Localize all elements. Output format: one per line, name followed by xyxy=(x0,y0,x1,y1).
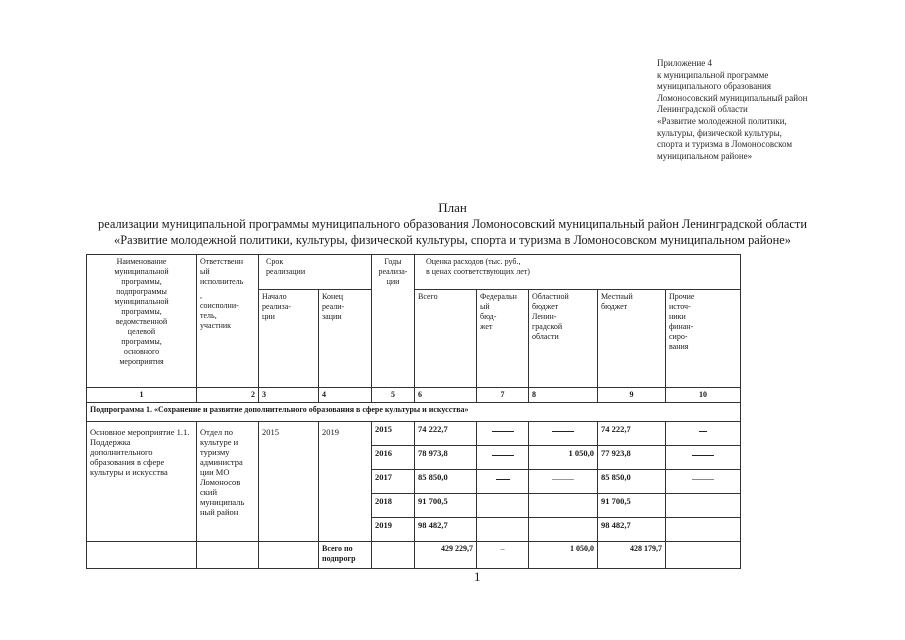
federal-cell xyxy=(477,446,529,470)
activity-end: 2019 xyxy=(319,422,372,542)
year-cell: 2017 xyxy=(372,470,415,494)
regional-cell xyxy=(529,422,598,446)
col-number: 2 xyxy=(197,388,259,403)
dash-mark xyxy=(552,473,574,480)
title-line-1: реализации муниципальной программы муниципального образования Ломоносовский муниципальный район Ленинградской области xyxy=(98,217,807,231)
title-line-2: «Развитие молодежной политики, культуры, физической культуры, спорта и туризма в Ломоносовском муниципальном районе» xyxy=(114,233,791,247)
year-cell: 2019 xyxy=(372,518,415,542)
local-cell: 91 700,5 xyxy=(598,494,666,518)
col-number: 3 xyxy=(259,388,319,403)
appendix-line: спорта и туризма в Ломоносовском xyxy=(657,139,793,150)
col-number: 10 xyxy=(666,388,741,403)
document-title xyxy=(0,200,905,248)
appendix-line: культуры, физической культуры, xyxy=(657,127,782,138)
header-total: Всего xyxy=(415,289,477,388)
title-main: План xyxy=(438,200,467,215)
total-cell: 78 973,8 xyxy=(415,446,477,470)
header-term-start: Начало реализа- ции xyxy=(259,289,319,388)
col-number: 8 xyxy=(529,388,598,403)
total-row xyxy=(87,542,741,569)
col-number: 6 xyxy=(415,388,477,403)
header-row-1 xyxy=(87,255,741,290)
total-row-empty xyxy=(372,542,415,569)
total-row-empty xyxy=(666,542,741,569)
total-cell: 74 222,7 xyxy=(415,422,477,446)
other-cell xyxy=(666,470,741,494)
table-row xyxy=(87,422,741,446)
dash-mark xyxy=(496,473,510,480)
appendix-line: к муниципальной программе xyxy=(657,69,769,80)
col-number: 5 xyxy=(372,388,415,403)
col-number: 1 xyxy=(87,388,197,403)
local-cell: 98 482,7 xyxy=(598,518,666,542)
dash-mark xyxy=(699,425,707,432)
federal-cell xyxy=(477,422,529,446)
total-cell: 91 700,5 xyxy=(415,494,477,518)
dash-mark xyxy=(692,449,714,456)
header-federal: Федеральн ый бюд- жет xyxy=(477,289,529,388)
plan-table xyxy=(86,254,741,569)
subprogram-row xyxy=(87,403,741,422)
total-cell: 98 482,7 xyxy=(415,518,477,542)
header-years: Годы реализа- ции xyxy=(372,255,415,388)
total-cell: 85 850,0 xyxy=(415,470,477,494)
appendix-line: муниципального образования xyxy=(657,81,771,92)
year-cell: 2015 xyxy=(372,422,415,446)
regional-cell xyxy=(529,494,598,518)
appendix-line: Приложение 4 xyxy=(657,58,713,68)
local-total: 428 179,7 xyxy=(598,542,666,569)
total-label: Всего по подпрогр xyxy=(319,542,372,569)
federal-cell xyxy=(477,470,529,494)
header-responsible-cont: , соисполни- тель, участник xyxy=(197,289,259,388)
local-cell: 85 850,0 xyxy=(598,470,666,494)
page-number: 1 xyxy=(474,569,481,584)
appendix-note xyxy=(657,58,897,162)
header-name: Наименование муниципальной программы, подпрограммы муниципальной программы, ведомственной целевой программы, основного мероприятия xyxy=(87,255,197,388)
header-local: Местный бюджет xyxy=(598,289,666,388)
activity-responsible: Отдел по культуре и туризму администра ции МО Ломоносов ский муниципаль ный район xyxy=(197,422,259,542)
year-cell: 2016 xyxy=(372,446,415,470)
federal-total: – xyxy=(477,542,529,569)
activity-start: 2015 xyxy=(259,422,319,542)
total-row-empty xyxy=(259,542,319,569)
total-row-empty xyxy=(87,542,197,569)
dash-mark xyxy=(492,425,514,432)
dash-mark xyxy=(552,425,574,432)
appendix-line: муниципальном районе» xyxy=(657,150,753,161)
dash-mark xyxy=(692,473,714,480)
col-number: 9 xyxy=(598,388,666,403)
col-number: 7 xyxy=(477,388,529,403)
regional-cell xyxy=(529,470,598,494)
col-number: 4 xyxy=(319,388,372,403)
regional-total: 1 050,0 xyxy=(529,542,598,569)
activity-name: Основное мероприятие 1.1. Поддержка дополнительного образования в сфере культуры и искусства xyxy=(87,422,197,542)
header-term: Срок реализации xyxy=(259,255,372,290)
header-term-end: Конец реали- зации xyxy=(319,289,372,388)
header-responsible: Ответственн ый исполнитель xyxy=(197,255,259,290)
subprogram-title: Подпрограмма 1. «Сохранение и развитие дополнительного образования в сфере культуры и искусства» xyxy=(87,403,741,422)
other-cell xyxy=(666,518,741,542)
header-regional: Областной бюджет Ленин- градской области xyxy=(529,289,598,388)
grand-total: 429 229,7 xyxy=(415,542,477,569)
regional-cell: 1 050,0 xyxy=(529,446,598,470)
other-cell xyxy=(666,494,741,518)
appendix-line: Ленинградской области xyxy=(657,104,748,115)
local-cell: 74 222,7 xyxy=(598,422,666,446)
header-costs: Оценка расходов (тыс. руб., в ценах соответствующих лет) xyxy=(415,255,741,290)
appendix-line: Ломоносовский муниципальный район xyxy=(657,92,808,103)
appendix-line: «Развитие молодежной политики, xyxy=(657,115,787,126)
header-other: Прочие источ- ники финан- сиро- вания xyxy=(666,289,741,388)
year-cell: 2018 xyxy=(372,494,415,518)
federal-cell xyxy=(477,518,529,542)
column-number-row xyxy=(87,388,741,403)
dash-mark xyxy=(492,449,514,456)
federal-cell xyxy=(477,494,529,518)
local-cell: 77 923,8 xyxy=(598,446,666,470)
regional-cell xyxy=(529,518,598,542)
other-cell xyxy=(666,422,741,446)
total-row-empty xyxy=(197,542,259,569)
other-cell xyxy=(666,446,741,470)
